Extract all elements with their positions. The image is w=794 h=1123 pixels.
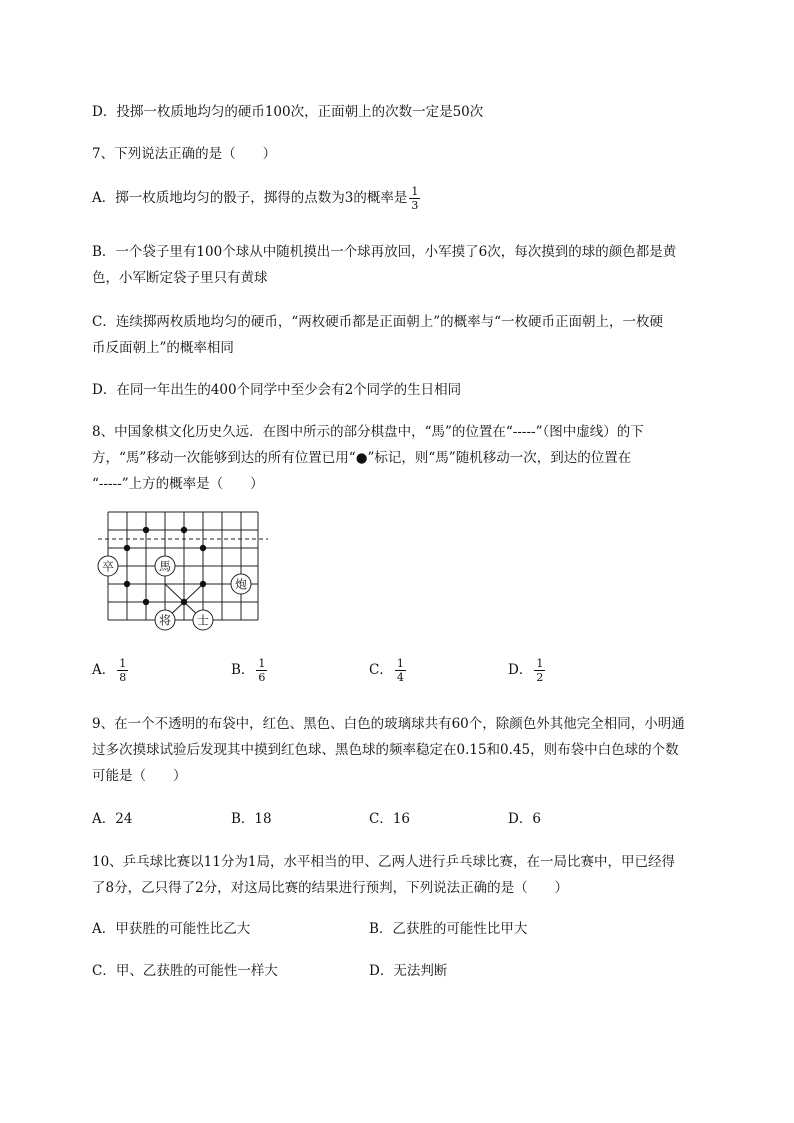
piece-jiang: 将 xyxy=(158,613,172,628)
q9-stem-line2: 过多次摸球试验后发现其中摸到红色球、黑色球的频率稳定在0.15和0.45，则布袋中白色球的个数 xyxy=(92,742,679,758)
q7-option-c-line1: C．连续掷两枚质地均匀的硬币，“两枚硬币都是正面朝上”的概率与“一枚硬币正面朝上，一枚硬 xyxy=(92,314,664,330)
q7-option-a-text: A．掷一枚质地均匀的骰子，掷得的点数为3的概率是 xyxy=(92,190,408,206)
fraction: $\frac{1}{6}$ xyxy=(258,657,266,684)
q9-option-b: B．18 xyxy=(231,811,272,827)
q8-option-c xyxy=(369,658,408,683)
fraction: $\frac{1}{2}$ xyxy=(536,657,544,684)
q9-stem-line3: 可能是（ ） xyxy=(92,768,187,784)
reachable-dot xyxy=(143,527,149,533)
q8-stem-line2: 方，“馬”移动一次能够到达的所有位置已用“●”标记，则“馬”随机移动一次，到达的位置在 xyxy=(92,450,632,466)
q7-option-a xyxy=(92,186,422,211)
q10-option-b: B．乙获胜的可能性比甲大 xyxy=(369,921,528,937)
option-label: C． xyxy=(369,662,393,678)
fraction: $\frac{1}{3}$ xyxy=(411,185,419,212)
q7-option-d: D．在同一年出生的400个同学中至少会有2个同学的生日相同 xyxy=(92,382,462,398)
fraction: $\frac{1}{8}$ xyxy=(119,657,127,684)
q8-stem-line1: 8、中国象棋文化历史久远．在图中所示的部分棋盘中，“馬”的位置在“-----”（图中虚线）的下 xyxy=(92,424,644,440)
chess-board-figure xyxy=(96,506,276,638)
reachable-dot xyxy=(200,581,206,587)
q10-option-a: A．甲获胜的可能性比乙大 xyxy=(92,921,251,937)
q6-option-d: D．投掷一枚质地均匀的硬币100次，正面朝上的次数一定是50次 xyxy=(92,104,484,120)
q10-stem-line1: 10、乒乓球比赛以11分为1局，水平相当的甲、乙两人进行乒乓球比赛，在一局比赛中，甲已经得 xyxy=(92,854,675,870)
q8-stem-line3: “-----”上方的概率是（ ） xyxy=(92,476,264,492)
q9-stem-line1: 9、在一个不透明的布袋中，红色、黑色、白色的玻璃球共有60个，除颜色外其他完全相同，小明通 xyxy=(92,716,685,732)
q10-stem-line2: 了8分，乙只得了2分，对这局比赛的结果进行预判，下列说法正确的是（ ） xyxy=(92,880,569,896)
reachable-dot xyxy=(143,599,149,605)
q9-option-d: D．6 xyxy=(508,811,541,827)
q8-option-a xyxy=(92,658,130,683)
q8-option-d xyxy=(508,658,547,683)
fraction: $\frac{1}{4}$ xyxy=(396,657,404,684)
q7-option-c-line2: 币反面朝上”的概率相同 xyxy=(92,340,234,356)
piece-shi: 士 xyxy=(196,613,210,628)
reachable-dot xyxy=(200,545,206,551)
piece-pao: 炮 xyxy=(234,577,248,592)
q10-option-c: C．甲、乙获胜的可能性一样大 xyxy=(92,963,278,979)
option-label: A． xyxy=(92,662,116,678)
option-label: D． xyxy=(508,662,533,678)
q7-stem: 7、下列说法正确的是（ ） xyxy=(92,146,277,162)
q7-option-b-line2: 色，小军断定袋子里只有黄球 xyxy=(92,270,268,286)
option-label: B． xyxy=(231,662,255,678)
reachable-dot xyxy=(181,527,187,533)
reachable-dot xyxy=(124,581,130,587)
piece-zu: 卒 xyxy=(101,559,115,574)
q10-option-d: D．无法判断 xyxy=(369,963,448,979)
q8-option-b xyxy=(231,658,269,683)
reachable-dot xyxy=(124,545,130,551)
reachable-dot xyxy=(181,599,187,605)
q9-option-a: A．24 xyxy=(92,811,133,827)
piece-ma: 馬 xyxy=(158,559,172,574)
q9-option-c: C．16 xyxy=(369,811,411,827)
q7-option-b-line1: B．一个袋子里有100个球从中随机摸出一个球再放回，小军摸了6次，每次摸到的球的颜色都是黄 xyxy=(92,244,677,260)
